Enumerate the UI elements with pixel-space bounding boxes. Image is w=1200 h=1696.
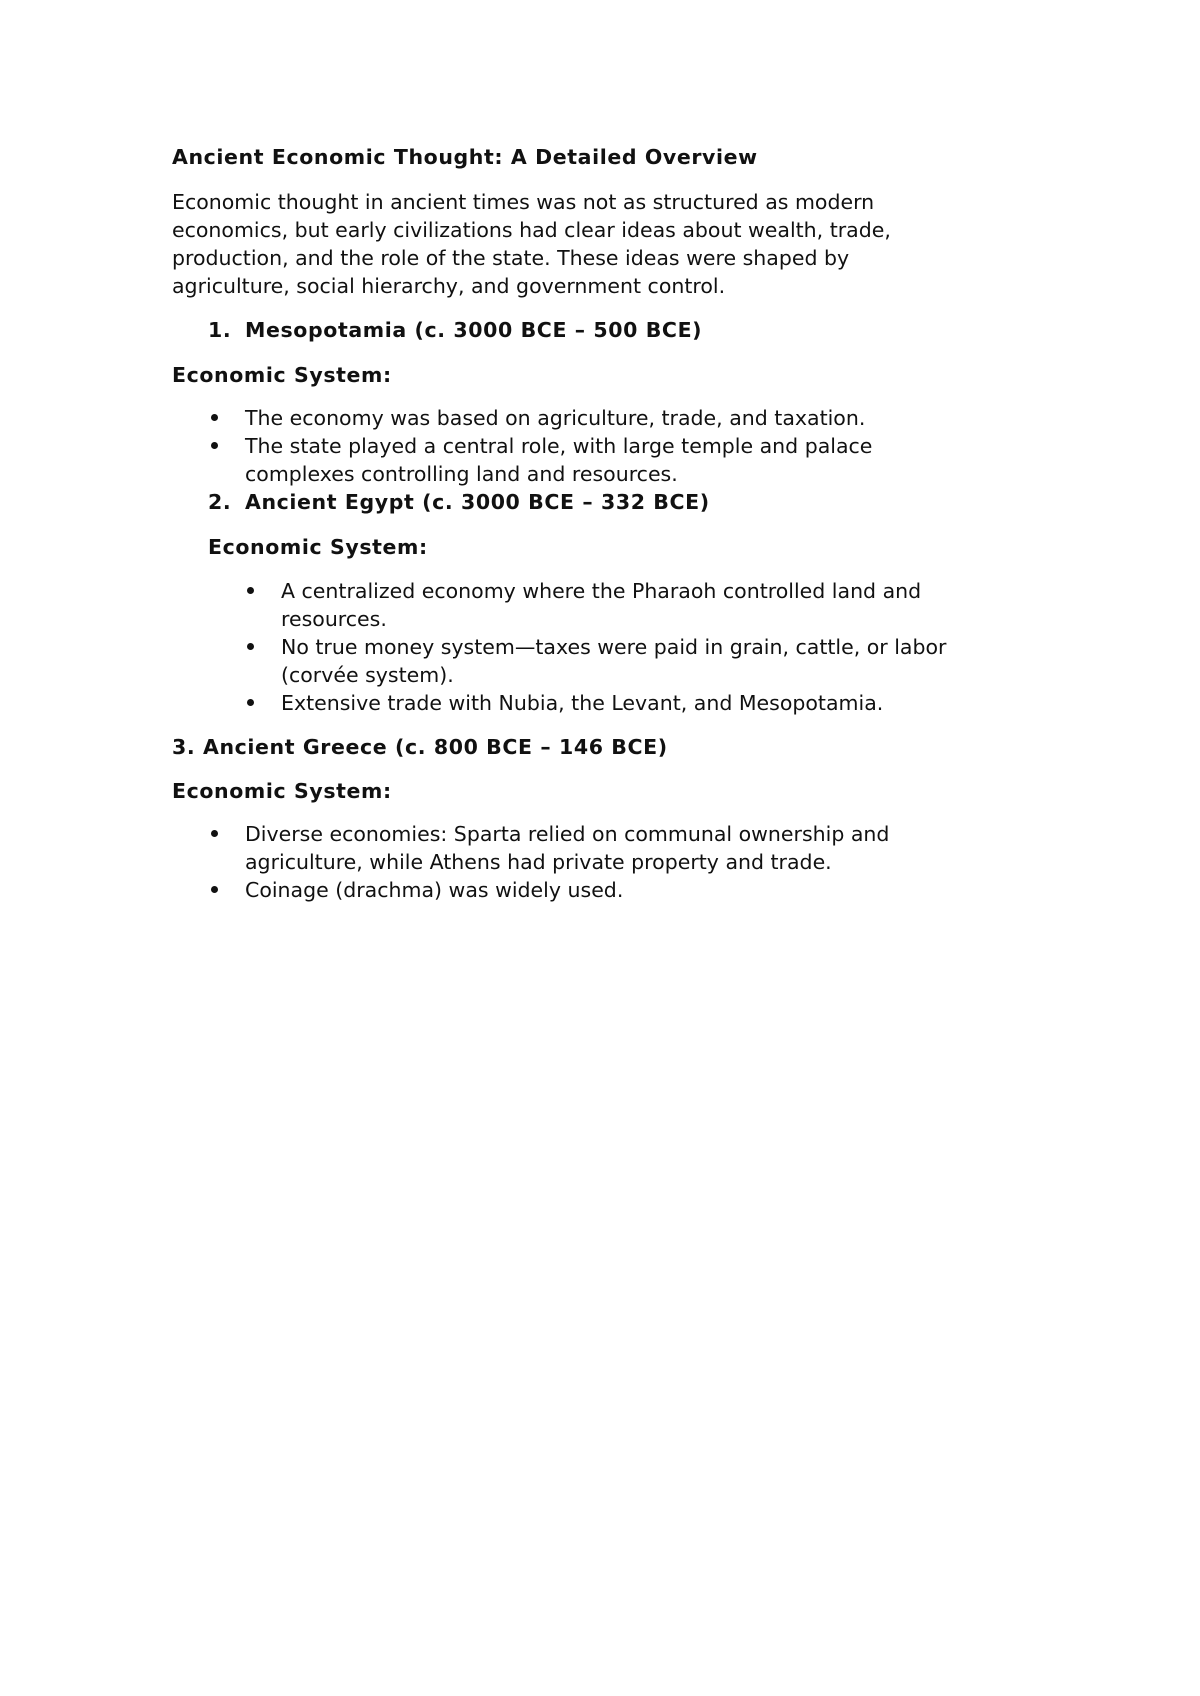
bullet-text: (corvée system). [281,663,454,687]
bullet-dot [247,587,254,594]
bullet-dot [211,830,218,837]
section-subheading: Economic System: [208,535,428,559]
bullet-text: The state played a central role, with large temple and palace [245,434,873,458]
bullet-dot [247,643,254,650]
intro-line: economics, but early civilizations had clear ideas about wealth, trade, [172,218,891,242]
bullet-text: Diverse economies: Sparta relied on communal ownership and [245,822,890,846]
bullet-text: A centralized economy where the Pharaoh controlled land and [281,579,922,603]
bullet-dot [247,699,254,706]
bullet-dot [211,886,218,893]
section-heading: Mesopotamia (c. 3000 BCE – 500 BCE) [245,318,703,342]
section-number: 1. [208,318,232,342]
intro-line: Economic thought in ancient times was not as structured as modern [172,190,875,214]
bullet-text: The economy was based on agriculture, trade, and taxation. [245,406,866,430]
intro-line: agriculture, social hierarchy, and government control. [172,274,726,298]
bullet-text: No true money system—taxes were paid in grain, cattle, or labor [281,635,947,659]
bullet-text: agriculture, while Athens had private property and trade. [245,850,832,874]
bullet-text: Coinage (drachma) was widely used. [245,878,624,902]
section-subheading: Economic System: [172,779,392,803]
bullet-dot [211,442,218,449]
bullet-dot [211,414,218,421]
bullet-text: complexes controlling land and resources. [245,462,678,486]
section-heading: Ancient Egypt (c. 3000 BCE – 332 BCE) [245,490,710,514]
intro-line: production, and the role of the state. These ideas were shaped by [172,246,850,270]
section-number: 2. [208,490,232,514]
document-title: Ancient Economic Thought: A Detailed Overview [172,145,758,169]
section-heading: 3. Ancient Greece (c. 800 BCE – 146 BCE) [172,735,668,759]
section-subheading: Economic System: [172,363,392,387]
bullet-text: resources. [281,607,387,631]
bullet-text: Extensive trade with Nubia, the Levant, and Mesopotamia. [281,691,884,715]
